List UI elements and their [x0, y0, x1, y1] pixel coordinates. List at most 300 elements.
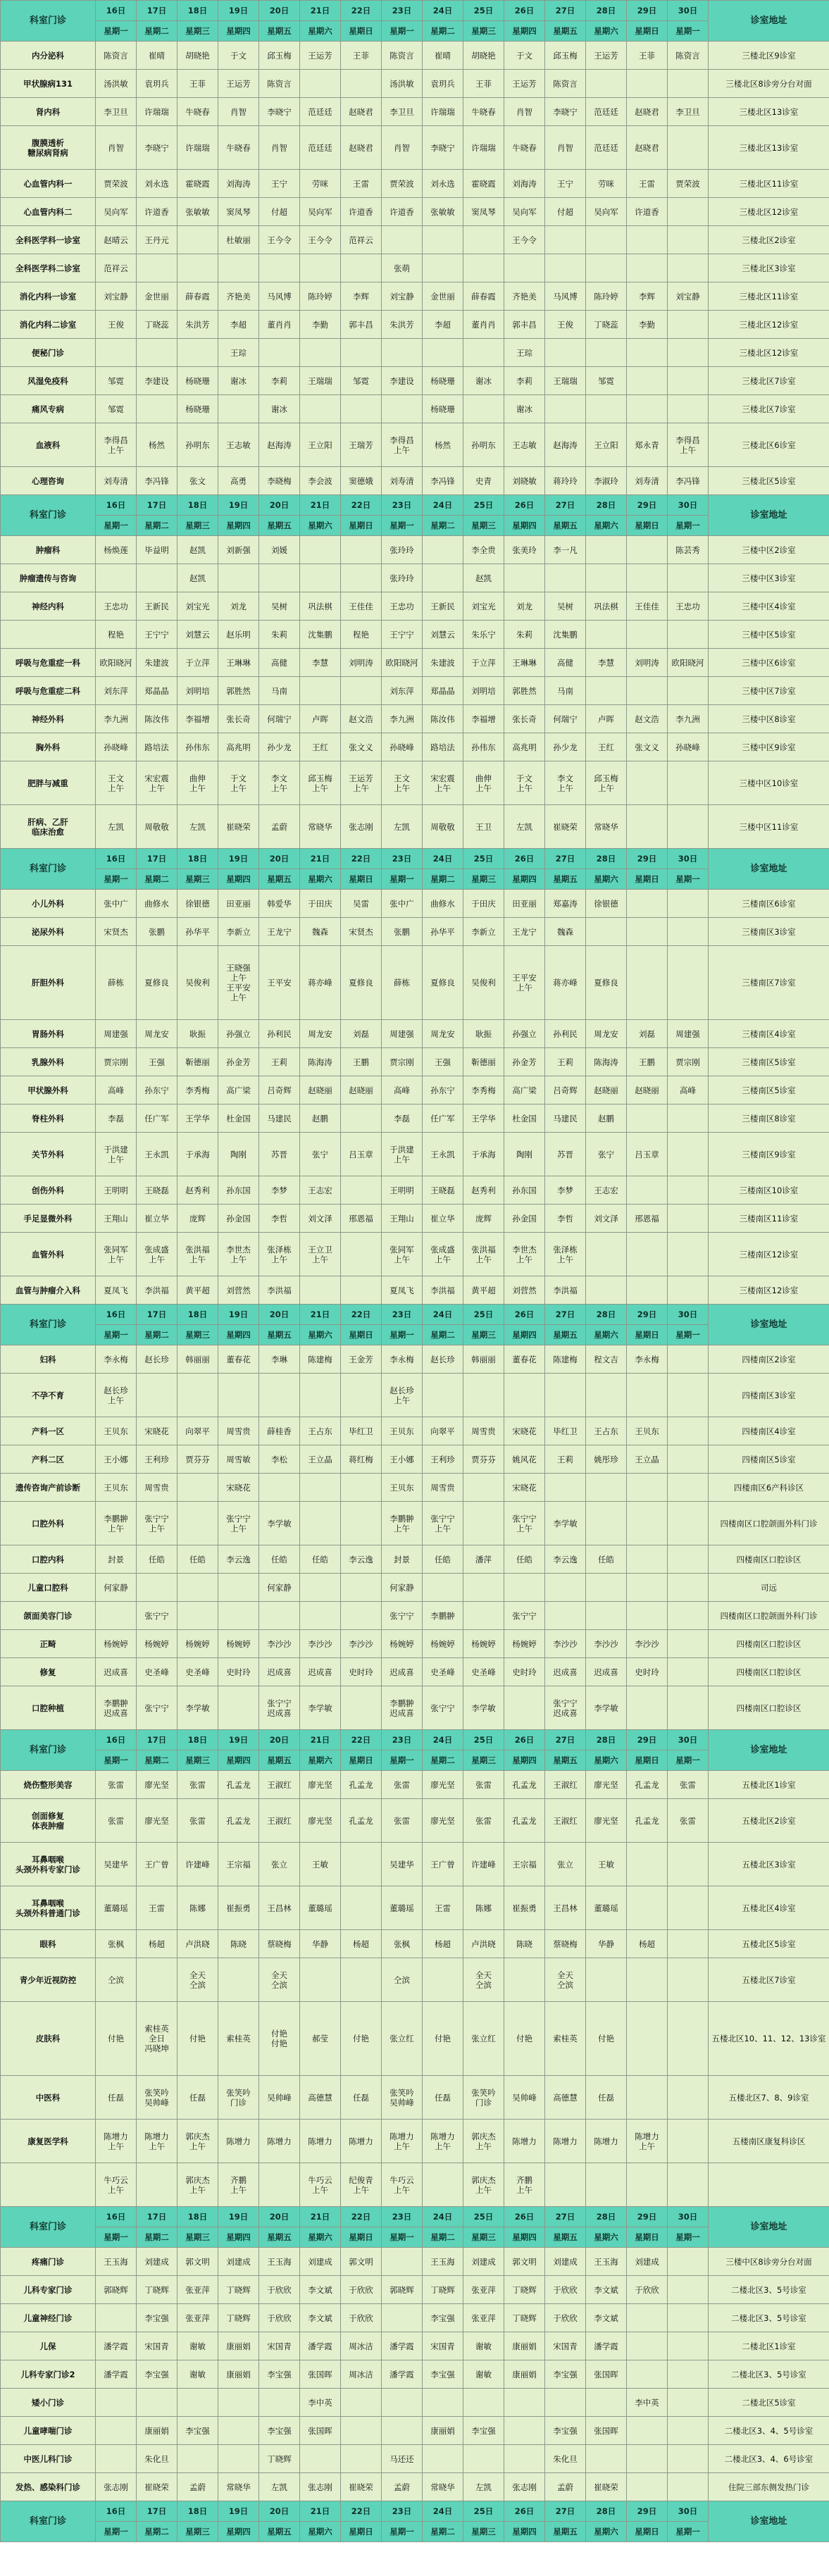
doctor-cell — [177, 1574, 218, 1602]
doctor-cell — [668, 395, 709, 423]
doctor-cell: 张鹏 — [382, 918, 423, 946]
weekday-cell: 星期五 — [259, 516, 300, 536]
doctor-cell: 金世丽 — [137, 282, 177, 311]
doctor-cell: 崔晓荣 — [586, 2473, 627, 2501]
schedule-row — [1, 1502, 829, 1545]
doctor-cell: 郭晓辉 — [96, 2276, 137, 2304]
date-cell: 27日 — [545, 849, 586, 869]
date-cell: 30日 — [668, 1730, 709, 1750]
doctor-cell: 汤洪敏 — [382, 70, 423, 98]
doctor-cell: 常晓华 — [300, 805, 341, 849]
doctor-cell — [545, 2163, 586, 2207]
doctor-cell — [300, 339, 341, 367]
weekday-cell: 星期四 — [218, 1750, 259, 1771]
weekday-cell: 星期三 — [177, 2227, 218, 2248]
doctor-cell: 张国晖 — [586, 2360, 627, 2389]
doctor-cell: 李沙沙 — [586, 1630, 627, 1658]
date-cell: 24日 — [423, 849, 463, 869]
dept-name: 肾内科 — [1, 98, 96, 126]
doctor-cell — [382, 339, 423, 367]
doctor-cell: 孟蔚 — [177, 2473, 218, 2501]
doctor-cell: 廖光坚 — [300, 1799, 341, 1843]
doctor-cell: 李文斌 — [586, 2276, 627, 2304]
doctor-cell: 张美玲 — [504, 536, 545, 564]
doctor-cell — [627, 1574, 668, 1602]
doctor-cell: 陈资言 — [96, 42, 137, 70]
schedule-row — [1, 1233, 829, 1276]
doctor-cell: 蒋红梅 — [341, 1445, 382, 1474]
doctor-cell: 范廷廷 — [300, 126, 341, 170]
weekday-cell: 星期三 — [463, 2227, 504, 2248]
doctor-cell: 薛桂香 — [259, 1417, 300, 1445]
doctor-cell — [382, 226, 423, 254]
doctor-cell: 杨晓珊 — [423, 367, 463, 395]
doctor-cell — [668, 226, 709, 254]
doctor-cell: 张枫 — [382, 1930, 423, 1958]
doctor-cell — [177, 1502, 218, 1545]
room-address: 四楼南区口腔颌面外科门诊 — [709, 1602, 829, 1630]
doctor-cell: 何瑞宁 — [545, 705, 586, 733]
weekday-cell: 星期一 — [96, 1750, 137, 1771]
doctor-cell: 张志刚 — [300, 2473, 341, 2501]
doctor-cell: 廖光坚 — [586, 1771, 627, 1799]
doctor-cell: 邱玉梅 — [545, 42, 586, 70]
doctor-cell: 李建设 — [137, 367, 177, 395]
schedule-row — [1, 339, 829, 367]
doctor-cell: 李云逸 — [218, 1545, 259, 1574]
weekday-cell: 星期三 — [463, 1750, 504, 1771]
dept-name: 口腔外科 — [1, 1502, 96, 1545]
doctor-cell: 王志宏 — [586, 1176, 627, 1205]
doctor-cell — [341, 677, 382, 705]
date-cell: 22日 — [341, 849, 382, 869]
room-address: 三楼南区11诊室 — [709, 1205, 829, 1233]
weekday-header-row — [1, 1750, 829, 1771]
doctor-cell: 杨然 — [423, 423, 463, 467]
schedule-row — [1, 2360, 829, 2389]
weekday-cell: 星期一 — [382, 2522, 423, 2542]
doctor-cell: 赵晓丽 — [627, 1076, 668, 1105]
doctor-cell: 于文 — [218, 42, 259, 70]
weekday-cell: 星期四 — [504, 1750, 545, 1771]
doctor-cell — [300, 1502, 341, 1545]
doctor-cell: 欧阳晓河 — [96, 649, 137, 677]
doctor-cell: 薛春霞 — [177, 282, 218, 311]
weekday-cell: 星期一 — [382, 1750, 423, 1771]
doctor-cell: 张志刚 — [341, 805, 382, 849]
doctor-cell: 李辉 — [341, 282, 382, 311]
doctor-cell: 王宗福 — [504, 1843, 545, 1886]
doctor-cell: 欧阳晓河 — [668, 649, 709, 677]
doctor-cell: 许道香 — [341, 198, 382, 226]
doctor-cell: 牛晓春 — [177, 98, 218, 126]
doctor-cell: 王文 上午 — [96, 761, 137, 805]
doctor-cell: 任磊 — [586, 2076, 627, 2120]
doctor-cell: 路培法 — [423, 733, 463, 761]
weekday-cell: 星期四 — [218, 21, 259, 42]
date-header-row — [1, 1730, 829, 1750]
doctor-cell: 王金芳 — [341, 1345, 382, 1374]
doctor-cell: 陈汝伟 — [137, 705, 177, 733]
doctor-cell — [300, 1602, 341, 1630]
doctor-cell: 赵文浩 — [627, 705, 668, 733]
doctor-cell: 范廷廷 — [586, 98, 627, 126]
doctor-cell: 丁晓蕊 — [137, 311, 177, 339]
doctor-cell: 王运芳 — [504, 70, 545, 98]
dept-name: 血管与肿瘤介入科 — [1, 1276, 96, 1305]
doctor-cell: 吴建华 — [382, 1843, 423, 1886]
date-cell: 21日 — [300, 2207, 341, 2227]
doctor-cell — [627, 677, 668, 705]
doctor-cell: 索桂英 全日 冯晓坤 — [137, 2002, 177, 2076]
schedule-row — [1, 2248, 829, 2276]
weekday-cell: 星期二 — [137, 1325, 177, 1345]
doctor-cell: 孙利民 — [545, 1020, 586, 1048]
date-cell: 30日 — [668, 2207, 709, 2227]
dept-name: 胃肠外科 — [1, 1020, 96, 1048]
doctor-cell: 王贝东 — [382, 1474, 423, 1502]
dept-name: 甲状腺外科 — [1, 1076, 96, 1105]
doctor-cell — [545, 395, 586, 423]
doctor-cell: 王忠功 — [96, 592, 137, 621]
doctor-cell: 向翠平 — [177, 1417, 218, 1445]
doctor-cell — [423, 2389, 463, 2417]
doctor-cell — [504, 2389, 545, 2417]
doctor-cell: 张亚萍 — [177, 2304, 218, 2332]
doctor-cell: 陈增力 — [300, 2120, 341, 2163]
doctor-cell — [463, 1374, 504, 1417]
doctor-cell: 郑嘉涛 — [545, 890, 586, 918]
header-room-label: 诊室地址 — [709, 2207, 829, 2248]
doctor-cell: 沈集鹏 — [545, 621, 586, 649]
room-address: 三楼北区7诊室 — [709, 367, 829, 395]
doctor-cell: 张雷 — [463, 1799, 504, 1843]
doctor-cell: 袁玥兵 — [137, 70, 177, 98]
dept-name: 肿瘤遗传与咨询 — [1, 564, 96, 592]
dept-name: 创伤外科 — [1, 1176, 96, 1205]
doctor-cell: 孔孟龙 — [627, 1771, 668, 1799]
doctor-cell — [668, 1686, 709, 1730]
date-cell: 26日 — [504, 1, 545, 21]
doctor-cell: 王宗福 — [218, 1843, 259, 1886]
doctor-cell: 邢恩福 — [627, 1205, 668, 1233]
doctor-cell: 李宝强 — [177, 2417, 218, 2445]
doctor-cell: 韩丽丽 — [463, 1345, 504, 1374]
doctor-cell: 张文 — [177, 467, 218, 495]
doctor-cell: 于田庆 — [300, 890, 341, 918]
doctor-cell — [627, 1886, 668, 1930]
doctor-cell: 贾芬芬 — [463, 1445, 504, 1474]
doctor-cell: 蔡晓梅 — [259, 1930, 300, 1958]
dept-name: 妇科 — [1, 1345, 96, 1374]
doctor-cell: 张宁 — [300, 1133, 341, 1176]
doctor-cell: 霍晓霞 — [463, 170, 504, 198]
doctor-cell: 齐艳美 — [504, 282, 545, 311]
room-address: 三楼中区2诊室 — [709, 536, 829, 564]
doctor-cell: 丁晓辉 — [504, 2276, 545, 2304]
doctor-cell: 任皓 — [177, 1545, 218, 1574]
doctor-cell: 左凯 — [177, 805, 218, 849]
doctor-cell: 许建峰 — [177, 1843, 218, 1886]
doctor-cell: 赵晓君 — [627, 98, 668, 126]
doctor-cell: 赵晓君 — [341, 98, 382, 126]
doctor-cell: 杨超 — [423, 1930, 463, 1958]
doctor-cell: 吕玉章 — [341, 1133, 382, 1176]
doctor-cell: 王立阳 — [300, 423, 341, 467]
doctor-cell — [668, 1176, 709, 1205]
doctor-cell: 夏修良 — [341, 946, 382, 1020]
weekday-header-row — [1, 516, 829, 536]
doctor-cell: 张笑吟 门诊 — [218, 2076, 259, 2120]
doctor-cell — [668, 2417, 709, 2445]
room-address: 三楼中区4诊室 — [709, 592, 829, 621]
room-address: 三楼中区8诊旁分台对面 — [709, 2248, 829, 2276]
doctor-cell — [96, 2417, 137, 2445]
doctor-cell: 巩法棋 — [300, 592, 341, 621]
doctor-cell: 赵秀利 — [177, 1176, 218, 1205]
dept-name: 康复医学科 — [1, 2120, 96, 2163]
doctor-cell: 李会波 — [300, 467, 341, 495]
room-address: 三楼中区10诊室 — [709, 761, 829, 805]
doctor-cell — [668, 2473, 709, 2501]
doctor-cell: 全天 仝滨 — [177, 1958, 218, 2002]
doctor-cell: 张文义 — [627, 733, 668, 761]
dept-name: 眼科 — [1, 1930, 96, 1958]
doctor-cell: 李晓梅 — [259, 467, 300, 495]
date-cell: 17日 — [137, 1730, 177, 1750]
doctor-cell — [586, 1233, 627, 1276]
weekday-cell: 星期二 — [137, 516, 177, 536]
doctor-cell: 李永梅 — [96, 1345, 137, 1374]
doctor-cell — [668, 254, 709, 282]
doctor-cell: 杜金国 — [504, 1105, 545, 1133]
doctor-cell: 李一凡 — [545, 536, 586, 564]
date-cell: 27日 — [545, 495, 586, 516]
room-address: 五楼北区7、8、9诊室 — [709, 2076, 829, 2120]
doctor-cell: 张文义 — [341, 733, 382, 761]
doctor-cell: 邱玉梅 上午 — [586, 761, 627, 805]
dept-name: 皮肤科 — [1, 2002, 96, 2076]
room-address: 三楼中区8诊室 — [709, 705, 829, 733]
doctor-cell — [504, 254, 545, 282]
doctor-cell: 王琳琳 — [218, 649, 259, 677]
doctor-cell: 王淑红 — [259, 1771, 300, 1799]
doctor-cell: 王丹元 — [137, 226, 177, 254]
doctor-cell: 张志刚 — [504, 2473, 545, 2501]
doctor-cell: 孙金芳 — [218, 1048, 259, 1076]
doctor-cell: 李永梅 — [382, 1345, 423, 1374]
date-cell: 20日 — [259, 1, 300, 21]
doctor-cell — [586, 1602, 627, 1630]
doctor-cell: 李勤 — [627, 311, 668, 339]
doctor-cell: 王宁 — [545, 170, 586, 198]
doctor-cell: 许瑞瑞 — [423, 98, 463, 126]
doctor-cell: 肖智 — [259, 126, 300, 170]
doctor-cell: 孟蔚 — [545, 2473, 586, 2501]
date-cell: 29日 — [627, 1730, 668, 1750]
date-cell: 26日 — [504, 849, 545, 869]
doctor-cell: 董璐瑶 — [382, 1886, 423, 1930]
doctor-cell: 劳咪 — [586, 170, 627, 198]
room-address: 四楼南区5诊室 — [709, 1445, 829, 1474]
doctor-cell — [137, 2389, 177, 2417]
doctor-cell: 王平安 上午 — [504, 946, 545, 1020]
doctor-cell: 邹霓 — [96, 367, 137, 395]
doctor-cell — [218, 1574, 259, 1602]
doctor-cell — [627, 339, 668, 367]
doctor-cell: 朱乐宁 — [463, 621, 504, 649]
doctor-cell: 于洪建 上午 — [382, 1133, 423, 1176]
weekday-cell: 星期四 — [504, 2227, 545, 2248]
doctor-cell: 迟成喜 — [382, 1658, 423, 1686]
doctor-cell: 赵凯 — [463, 564, 504, 592]
room-address: 三楼南区12诊室 — [709, 1233, 829, 1276]
doctor-cell: 张雷 — [177, 1771, 218, 1799]
doctor-cell: 王翔山 — [382, 1205, 423, 1233]
doctor-cell — [382, 2389, 423, 2417]
doctor-cell: 卢洪晓 — [177, 1930, 218, 1958]
doctor-cell: 全天 仝滨 — [463, 1958, 504, 2002]
date-cell: 25日 — [463, 495, 504, 516]
doctor-cell — [586, 1958, 627, 2002]
doctor-cell — [668, 2332, 709, 2360]
doctor-cell: 张长奇 — [504, 705, 545, 733]
date-cell: 27日 — [545, 1730, 586, 1750]
doctor-cell: 窦凤琴 — [218, 198, 259, 226]
doctor-cell: 毕红卫 — [545, 1417, 586, 1445]
weekday-cell: 星期日 — [341, 1325, 382, 1345]
room-address: 三楼中区11诊室 — [709, 805, 829, 849]
doctor-cell — [504, 1958, 545, 2002]
date-cell: 19日 — [218, 2207, 259, 2227]
doctor-cell: 许建峰 — [463, 1843, 504, 1886]
doctor-cell — [627, 918, 668, 946]
doctor-cell: 王玉海 — [423, 2248, 463, 2276]
doctor-cell: 张宁宁 — [137, 1686, 177, 1730]
doctor-cell: 郭文明 — [504, 2248, 545, 2276]
weekday-cell: 星期三 — [177, 1325, 218, 1345]
doctor-cell — [423, 254, 463, 282]
doctor-cell: 马还还 — [382, 2445, 423, 2473]
doctor-cell: 孙伟东 — [463, 733, 504, 761]
doctor-cell: 宋国青 — [423, 2332, 463, 2360]
doctor-cell — [137, 254, 177, 282]
doctor-cell: 陈资言 — [259, 70, 300, 98]
doctor-cell — [341, 1602, 382, 1630]
doctor-cell: 张洪福 上午 — [177, 1233, 218, 1276]
weekday-cell: 星期二 — [137, 21, 177, 42]
dept-name: 颌面美容门诊 — [1, 1602, 96, 1630]
doctor-cell: 李九洲 — [382, 705, 423, 733]
date-cell: 28日 — [586, 1, 627, 21]
doctor-cell: 张中广 — [96, 890, 137, 918]
date-cell: 25日 — [463, 1, 504, 21]
doctor-cell: 王今令 — [300, 226, 341, 254]
doctor-cell: 谢敏 — [177, 2360, 218, 2389]
doctor-cell: 李冯锋 — [137, 467, 177, 495]
doctor-cell: 牛晓春 — [463, 98, 504, 126]
doctor-cell: 董肖肖 — [259, 311, 300, 339]
weekday-cell: 星期一 — [96, 2522, 137, 2542]
doctor-cell: 牛巧云 上午 — [96, 2163, 137, 2207]
doctor-cell — [668, 2276, 709, 2304]
doctor-cell — [259, 339, 300, 367]
weekday-cell: 星期日 — [341, 2522, 382, 2542]
dept-name: 遗传咨询产前诊断 — [1, 1474, 96, 1502]
doctor-cell: 封景 — [382, 1545, 423, 1574]
doctor-cell — [586, 1276, 627, 1305]
weekday-cell: 星期六 — [300, 1325, 341, 1345]
dept-name: 心血管内科二 — [1, 198, 96, 226]
doctor-cell — [463, 339, 504, 367]
weekday-cell: 星期一 — [96, 869, 137, 890]
schedule-row — [1, 1843, 829, 1886]
doctor-cell: 任皓 — [504, 1545, 545, 1574]
dept-name: 口腔种植 — [1, 1686, 96, 1730]
doctor-cell: 李得昌 上午 — [96, 423, 137, 467]
room-address: 三楼北区5诊室 — [709, 467, 829, 495]
doctor-cell: 赵晓君 — [627, 126, 668, 170]
date-cell: 30日 — [668, 1305, 709, 1325]
doctor-cell — [259, 254, 300, 282]
doctor-cell: 霍晓霞 — [177, 170, 218, 198]
doctor-cell — [300, 254, 341, 282]
schedule-row — [1, 1076, 829, 1105]
doctor-cell: 崔晓荣 — [341, 2473, 382, 2501]
doctor-cell: 王立卫 上午 — [300, 1233, 341, 1276]
doctor-cell: 靳德丽 — [463, 1048, 504, 1076]
doctor-cell: 李冯锋 — [423, 467, 463, 495]
doctor-cell: 牛晓春 — [504, 126, 545, 170]
header-room-label: 诊室地址 — [709, 1305, 829, 1345]
dept-name: 呼吸与危重症一科 — [1, 649, 96, 677]
doctor-cell: 邱玉梅 上午 — [300, 761, 341, 805]
weekday-cell: 星期三 — [177, 1750, 218, 1771]
doctor-cell: 陈海涛 — [300, 1048, 341, 1076]
doctor-cell: 张宁宁 迟成喜 — [545, 1686, 586, 1730]
doctor-cell: 李永梅 — [627, 1345, 668, 1374]
schedule-row — [1, 1205, 829, 1233]
schedule-row — [1, 649, 829, 677]
dept-name: 中医儿科门诊 — [1, 2445, 96, 2473]
date-header-row — [1, 2207, 829, 2227]
doctor-cell: 邹霓 — [96, 395, 137, 423]
doctor-cell: 王琳琳 — [504, 649, 545, 677]
schedule-row — [1, 677, 829, 705]
date-cell: 30日 — [668, 495, 709, 516]
doctor-cell — [300, 1276, 341, 1305]
date-cell: 20日 — [259, 2501, 300, 2522]
doctor-cell — [627, 805, 668, 849]
doctor-cell: 吕奇辉 — [259, 1076, 300, 1105]
doctor-cell: 杨婉婷 — [177, 1630, 218, 1658]
doctor-cell: 王莉 — [259, 1048, 300, 1076]
doctor-cell: 李秀梅 — [177, 1076, 218, 1105]
room-address: 五楼北区3诊室 — [709, 1843, 829, 1886]
weekday-cell: 星期日 — [627, 516, 668, 536]
doctor-cell: 陈海涛 — [586, 1048, 627, 1076]
doctor-cell — [586, 395, 627, 423]
room-address: 五楼北区5诊室 — [709, 1930, 829, 1958]
doctor-cell — [668, 1602, 709, 1630]
date-cell: 28日 — [586, 849, 627, 869]
doctor-cell — [627, 1176, 668, 1205]
doctor-cell: 李晓宁 — [423, 126, 463, 170]
doctor-cell: 常晓华 — [423, 2473, 463, 2501]
doctor-cell: 李莉 — [259, 367, 300, 395]
room-address: 三楼南区6诊室 — [709, 890, 829, 918]
room-address: 三楼北区11诊室 — [709, 282, 829, 311]
